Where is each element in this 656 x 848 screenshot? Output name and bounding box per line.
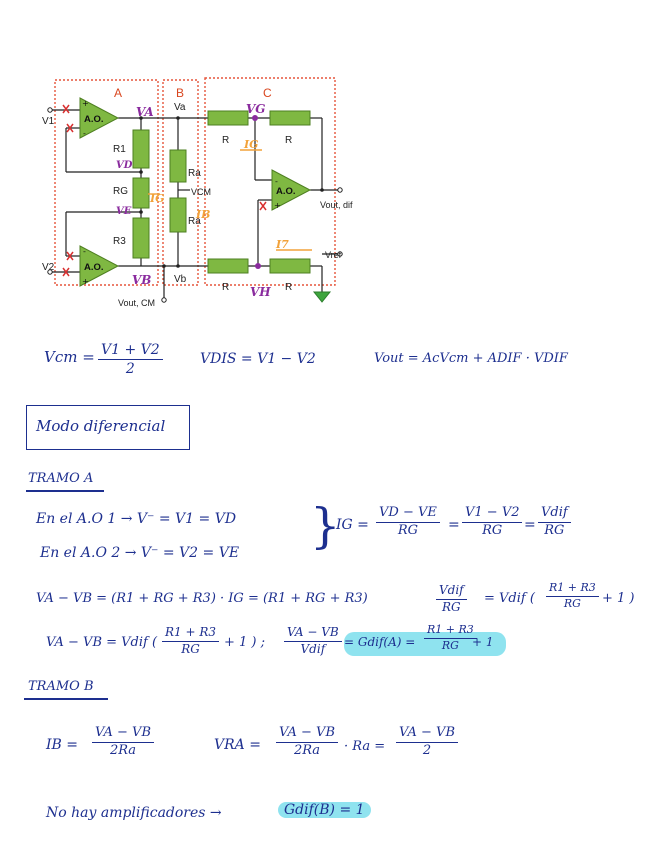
resistor-rg [133,178,149,208]
annot-i7: I7 [276,238,289,251]
ground-icon [314,292,330,302]
annot-ig-top: IG [244,138,259,151]
svg-text:-: - [83,129,86,138]
section-title: Modo diferencial [36,417,166,435]
ig-eq2: = [524,517,536,533]
label-r1: R1 [113,144,126,155]
eq3-frac2: $\frac{R1 + R3}{RG}$ [546,582,599,610]
formula-vdis: VDIS = V1 − V2 [200,351,316,367]
node-vh-dot [255,263,261,269]
label-node-vb: Vb [174,274,187,285]
ig-frac2: $\frac{V1 - V2}{RG}$ [462,506,522,539]
label-r-bot-right: R [285,282,293,293]
label-v2: V2 [42,262,55,273]
eq4-hl-left: = Gdif(A) = [344,635,416,649]
annot-vg: VG [246,102,266,116]
eq3-left: VA − VB = (R1 + RG + R3) · IG = (R1 + RG + R3) [36,591,368,606]
label-vref: Vref [325,250,342,260]
svg-text:-: - [275,177,278,186]
svg-text:A.O.: A.O. [84,262,104,273]
label-r3: R3 [113,236,126,247]
label-v1: V1 [42,116,55,127]
gdif-b-highlight: Gdif(B) = 1 [278,802,371,818]
tramo-a-heading: TRAMO A [28,471,94,486]
eq4-frac2: VA − VB Vdif [284,626,342,657]
label-node-vcm: VCM [191,187,211,197]
annot-vb: VB [132,273,152,287]
tramo-a-line2: En el A.O 2 → V⁻ = V2 = VE [40,545,240,561]
eq4-left: VA − VB = Vdif ( [46,635,158,650]
op-amp-2 [80,246,118,286]
vra-frac: $\frac{VA - VB}{2Ra}$ [276,726,338,759]
eq4-end: + 1 ) ; [224,635,266,650]
eq4-hl-end: + 1 [472,635,494,649]
resistor-r-top-left [208,111,248,125]
vra-frac2: $\frac{VA - VB}{2}$ [396,726,458,759]
conclusion: No hay amplificadores → [46,805,222,821]
annot-vh: VH [250,285,271,299]
formula-vout: Vout = AcVcm + ADIF · VDIF [374,351,568,366]
op-amp-1 [80,98,118,138]
svg-text:A.O.: A.O. [276,186,296,197]
resistor-ra-top [170,150,186,182]
svg-text:A.O.: A.O. [84,114,104,125]
vra-mid: · Ra = [344,739,386,754]
eq3-end: + 1 ) [602,591,635,606]
eq3-frac: Vdif RG [436,584,467,615]
label-r-top-right: R [285,135,293,146]
svg-text:+: + [274,201,281,210]
op-amp-3 [272,170,310,210]
ig-eq: = [448,517,460,533]
svg-text:-: - [83,247,86,256]
label-rg: RG [113,186,128,197]
block-a-label: A [114,86,123,100]
svg-text:+: + [82,277,89,286]
svg-text:+: + [82,99,89,108]
resistor-r3 [133,218,149,258]
formula-vcm-fraction: $\frac{V1 + V2}{2}$ [98,342,163,377]
label-node-va: Va [174,102,186,113]
label-r-bot-left: R [222,282,230,293]
resistor-r-bot-left [208,259,248,273]
resistor-r-bot-right [270,259,310,273]
annot-ig-left: IG [150,192,165,205]
tramo-b-heading: TRAMO B [28,679,94,694]
label-vout-dif: Vout, dif [320,200,353,210]
tramo-a-brace: } [310,498,341,554]
resistor-r1 [133,130,149,168]
block-c-label: C [263,86,272,100]
formula-vcm-lhs: Vcm = [44,348,95,366]
ib-lhs: IB = [46,737,78,753]
label-vout-cm: Vout, CM [118,298,156,308]
block-b-label: B [176,86,185,100]
vra-lhs: VRA = [214,737,261,753]
tramo-a-underline [26,490,104,492]
label-ra-top: Ra [188,168,201,179]
label-r-top-left: R [222,135,230,146]
resistor-ra-bottom [170,198,186,232]
tramo-b-underline [24,698,108,700]
annot-vd: VD [116,160,133,171]
block-c-border [205,78,335,285]
tramo-a-line1: En el A.O 1 → V⁻ = V1 = VD [36,511,237,527]
annot-ib: IB [196,208,211,221]
eq4-hl-frac: $\frac{R1 + R3}{RG}$ [424,624,477,652]
instrumentation-amplifier-circuit [0,0,656,320]
resistor-r-top-right [270,111,310,125]
eq4-frac: $\frac{R1 + R3}{RG}$ [162,626,219,657]
eq3-mid: = Vdif ( [484,591,535,606]
annot-va: VA [136,105,154,119]
annot-ve: VE [116,206,132,217]
ig-frac3: Vdif RG [538,506,571,539]
ig-frac1: $\frac{VD - VE}{RG}$ [376,506,440,539]
ib-frac: $\frac{VA - VB}{2Ra}$ [92,726,154,759]
label-ra-bottom: Ra [188,216,201,227]
ig-lhs: IG = [336,517,369,533]
